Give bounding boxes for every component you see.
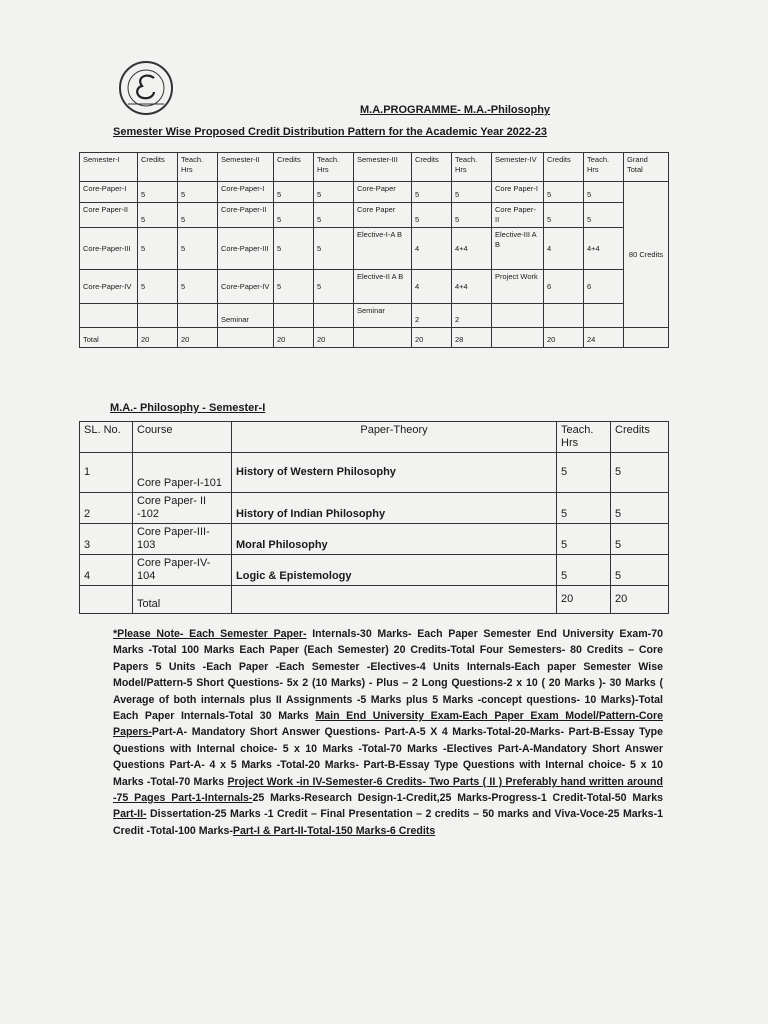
table-cell: 24	[584, 328, 624, 348]
table-cell: 4+4	[452, 228, 492, 270]
table-cell: 20	[544, 328, 584, 348]
header-cell: Credits	[611, 422, 669, 453]
table-cell: 6	[584, 270, 624, 304]
table-cell	[80, 304, 138, 328]
table-cell: Core Paper-I	[492, 182, 544, 203]
table-cell: 5	[452, 182, 492, 203]
table-cell: 5	[557, 453, 611, 493]
credit-distribution-table	[79, 152, 669, 348]
note-heading: *Please Note- Each Semester Paper-	[113, 628, 307, 640]
table-cell: Core Paper-IV-104	[133, 555, 232, 586]
table-cell: 28	[452, 328, 492, 348]
table-cell: 5	[544, 203, 584, 228]
header-cell: Course	[133, 422, 232, 453]
table-cell: 5	[138, 270, 178, 304]
table-cell: Core Paper-I-101	[133, 453, 232, 493]
table-cell: Core Paper	[354, 203, 412, 228]
table-cell: Core-Paper-III	[80, 228, 138, 270]
table-cell: 5	[274, 228, 314, 270]
table-cell: 2	[412, 304, 452, 328]
table-cell: 4+4	[452, 270, 492, 304]
header-cell: SL. No.	[80, 422, 133, 453]
table-cell	[584, 304, 624, 328]
header-cell: Semester-III	[354, 153, 412, 182]
table-cell	[138, 304, 178, 328]
program-title: M.A.PROGRAMME- M.A.-Philosophy	[360, 104, 551, 116]
total-row	[80, 328, 669, 348]
table-cell: 20	[611, 586, 669, 614]
header-cell: Semester-II	[218, 153, 274, 182]
table-cell: 2	[452, 304, 492, 328]
table-cell: Core-Paper-I	[218, 182, 274, 203]
table-cell: Seminar	[354, 304, 412, 328]
table-row	[80, 270, 669, 304]
header-cell: Credits	[138, 153, 178, 182]
table-cell: 5	[412, 203, 452, 228]
please-note-paragraph	[113, 626, 663, 839]
table-cell: History of Indian Philosophy	[232, 493, 557, 524]
table-cell: 4	[80, 555, 133, 586]
table-row	[80, 453, 669, 493]
table-cell: Moral Philosophy	[232, 524, 557, 555]
table-cell: Total	[133, 586, 232, 614]
table-cell: Core-Paper	[354, 182, 412, 203]
table-cell	[274, 304, 314, 328]
table-row	[80, 182, 669, 203]
table-cell: 5	[178, 182, 218, 203]
table-row	[80, 524, 669, 555]
table-cell: 4	[412, 228, 452, 270]
table-cell: 20	[412, 328, 452, 348]
header-cell: Credits	[412, 153, 452, 182]
table-cell: 5	[138, 203, 178, 228]
table-cell: Project Work	[492, 270, 544, 304]
table-cell: History of Western Philosophy	[232, 453, 557, 493]
table-cell: 5	[178, 203, 218, 228]
table-cell: 5	[611, 555, 669, 586]
table-cell: 5	[611, 524, 669, 555]
table-cell	[314, 304, 354, 328]
table-cell: 6	[544, 270, 584, 304]
table-cell: Seminar	[218, 304, 274, 328]
table-cell: 5	[584, 182, 624, 203]
table-cell	[178, 304, 218, 328]
table-cell: Core-Paper-II	[218, 203, 274, 228]
table-cell: 5	[314, 203, 354, 228]
semester1-title: M.A.- Philosophy - Semester-I	[110, 402, 266, 414]
note-exam-heading: Main End University Exam-Each Paper Exam Model/Pattern-Core Papers-	[113, 710, 664, 739]
note-project-heading: Project Work -in IV-Semester-6 Credits- Two Parts ( II ) Preferably hand written around -75 Pages Part-1-Internals-	[113, 775, 663, 805]
table-row	[80, 228, 669, 270]
table-cell: 5	[452, 203, 492, 228]
header-cell: Grand Total	[624, 153, 669, 182]
table-cell: Elective-III A B	[492, 228, 544, 270]
header-cell: Paper-Theory	[232, 422, 557, 453]
table-cell: Core-Paper-IV	[80, 270, 138, 304]
note-part2-heading: Part-II-	[113, 808, 147, 821]
header-cell: Teach. Hrs	[178, 153, 218, 182]
table-cell	[624, 328, 669, 348]
table-cell	[544, 304, 584, 328]
table-cell: 4+4	[584, 228, 624, 270]
table-cell: 5	[584, 203, 624, 228]
table-cell: 2	[80, 493, 133, 524]
table-cell: Core Paper-II	[80, 203, 138, 228]
table-cell: 5	[178, 270, 218, 304]
table-row	[80, 493, 669, 524]
header-cell: Teach. Hrs	[584, 153, 624, 182]
table-cell: 20	[178, 328, 218, 348]
table-cell: 5	[178, 228, 218, 270]
semester1-table	[79, 421, 669, 614]
table-cell: 1	[80, 453, 133, 493]
table-cell: 5	[557, 493, 611, 524]
table-row	[80, 555, 669, 586]
header-cell: Teach. Hrs	[557, 422, 611, 453]
note-text: Part-A- Mandatory Short Answer Questions- Part-A-5 X 4 Marks-Total-20-Marks- Part-B-Essay Type Questions with Internal choice- 5 x 10 Marks -Total-70 Marks -Electives Part-A-Mandatory Short Answer Questions Part-A- 4 x 5 Marks -Total-20 Marks- Part-B-Essay Type Questions with Internal choice- 5 x 10 Marks -Total-70 Marks	[113, 726, 663, 788]
table-cell: 5	[557, 524, 611, 555]
table-cell	[80, 586, 133, 614]
table-cell: Logic & Epistemology	[232, 555, 557, 586]
table-cell	[492, 328, 544, 348]
total-row	[80, 586, 669, 614]
table-cell: 5	[557, 555, 611, 586]
table-cell: 5	[314, 270, 354, 304]
table-cell: 5	[274, 270, 314, 304]
header-cell: Credits	[274, 153, 314, 182]
table-cell: Total	[80, 328, 138, 348]
table-row	[80, 304, 669, 328]
table-cell: 5	[611, 493, 669, 524]
table-cell: 5	[314, 228, 354, 270]
table-cell: Core-Paper-III	[218, 228, 274, 270]
note-text: 25 Marks-Research Design-1-Credit,25 Marks-Progress-1 Credit-Total-50 Marks	[252, 792, 663, 805]
table-cell	[232, 586, 557, 614]
table-cell: 5	[274, 182, 314, 203]
table-cell: 5	[412, 182, 452, 203]
table-cell	[354, 328, 412, 348]
table-cell: 20	[557, 586, 611, 614]
header-cell: Teach. Hrs	[452, 153, 492, 182]
table-cell: 5	[138, 228, 178, 270]
table-cell: Core-Paper-IV	[218, 270, 274, 304]
table-cell	[492, 304, 544, 328]
table-cell: 5	[544, 182, 584, 203]
note-text: Dissertation-25 Marks -1 Credit – Final Presentation – 2 credits – 50 marks and Viva-Voce-25 Marks-1 Credit -Total-100 Marks-	[113, 808, 663, 837]
table-cell: Core Paper- II -102	[133, 493, 232, 524]
note-text: Internals-30 Marks- Each Paper Semester End University Exam-70 Marks -Total 100 Marks Each Paper (Each Semester) 20 Credits-Total Four Semesters- 80 Credits – Core Papers 5 Units -Each Paper -Each Semester -Electives-4 Units Internals-Each paper Semester Wise Model/Pattern-5 Short Questions- 5x 2 (10 Marks) - Plus – 2 Long Questions-2 x 10 ( 20 Marks )- 30 Marks ( Average of both internals plus II Assignments -5 Marks plus 5 Marks -concept questions- 10 Marks)-Total Each Paper Internals-Total 30 Marks	[113, 628, 663, 723]
table-cell: 4	[544, 228, 584, 270]
table-cell: 5	[611, 453, 669, 493]
table-cell	[218, 328, 274, 348]
table-cell: 20	[138, 328, 178, 348]
table-cell: 20	[314, 328, 354, 348]
table-row	[80, 203, 669, 228]
table-cell: 3	[80, 524, 133, 555]
header-cell: Credits	[544, 153, 584, 182]
university-logo-icon	[116, 58, 176, 118]
table-cell: Elective-I-A B	[354, 228, 412, 270]
table-cell: Core Paper-II	[492, 203, 544, 228]
table-cell: 5	[138, 182, 178, 203]
grand-total-cell: 80 Credits	[624, 182, 669, 328]
header-cell: Semester-I	[80, 153, 138, 182]
table-cell: 5	[274, 203, 314, 228]
distribution-title: Semester Wise Proposed Credit Distribution Pattern for the Academic Year 2022-23	[113, 126, 547, 138]
table-cell: Elective-II A B	[354, 270, 412, 304]
header-cell: Teach. Hrs	[314, 153, 354, 182]
table-cell: 5	[314, 182, 354, 203]
table-cell: Core Paper-III-103	[133, 524, 232, 555]
table-cell: 4	[412, 270, 452, 304]
distribution-header-row	[80, 153, 669, 182]
table-cell: Core-Paper-I	[80, 182, 138, 203]
semester1-header-row	[80, 422, 669, 453]
table-cell: 20	[274, 328, 314, 348]
header-cell: Semester-IV	[492, 153, 544, 182]
note-total-heading: Part-I & Part-II-Total-150 Marks-6 Credits	[232, 824, 436, 837]
